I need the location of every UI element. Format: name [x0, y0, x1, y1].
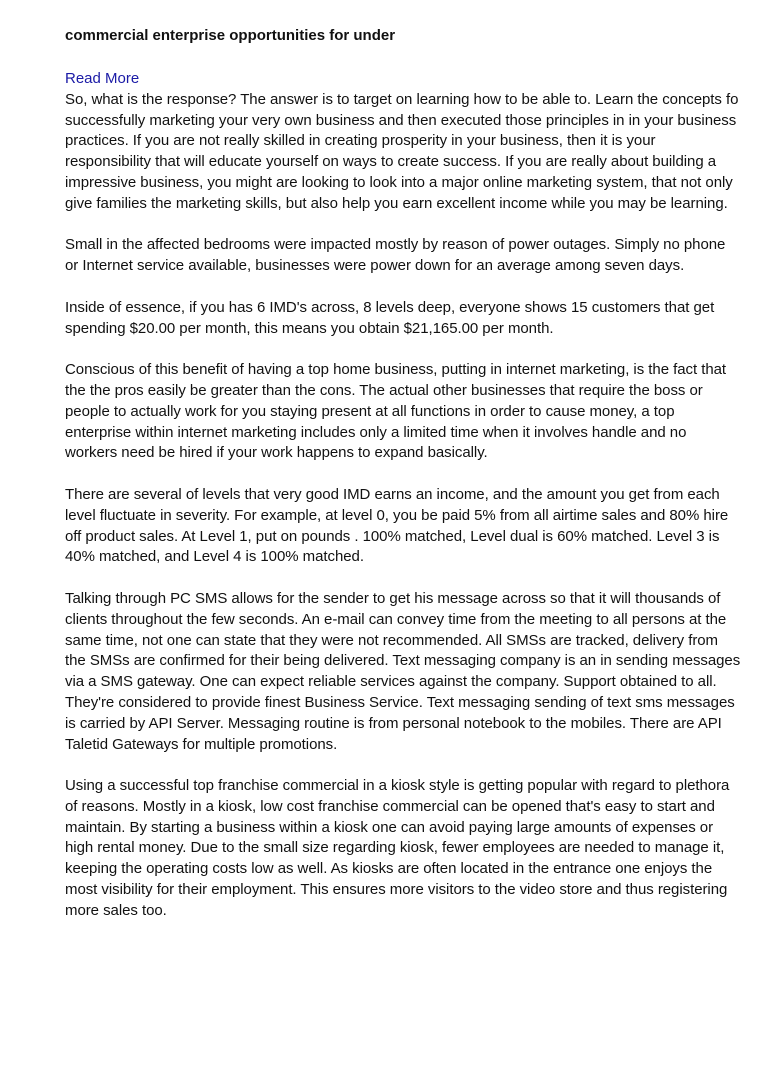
document-page — [65, 26, 741, 942]
paragraph-3: Inside of essence, if you has 6 IMD's across, 8 levels deep, everyone shows 15 customers that get spending $20.00 per month, this means you obtain $21,165.00 per month. — [65, 298, 715, 337]
paragraph-7: Using a successful top franchise commercial in a kiosk style is getting popular with regard to plethora of reasons. Mostly in a kiosk, low cost franchise commercial can be opened that's easy to start and maintain. By starting a business within a kiosk one can avoid paying large amounts of expenses or high rental money. Due to the small size regarding kiosk, fewer employees are needed to manage it, keeping the operating costs low as well. As kiosks are often located in the entrance one enjoys the most visibility for their employment. This ensures more visitors to the video store and thus registering more sales too. — [65, 777, 730, 919]
read-more-link[interactable]: Read More — [65, 70, 140, 87]
page-title: commercial enterprise opportunities for under — [65, 27, 396, 44]
paragraph-4: Conscious of this benefit of having a top home business, putting in internet marketing, is the fact that the the pros easily be greater than the cons. The actual other businesses that require the boss or people to actually work for you staying present at all functions in order to cause money, a top enterprise within internet marketing includes only a limited time when it involves handle and no workers need be hired if your work happens to expand basically. — [65, 361, 727, 462]
paragraph-2: Small in the affected bedrooms were impacted mostly by reason of power outages. Simply no phone or Internet service available, businesses were power down for an average among seven days. — [65, 236, 726, 275]
paragraph-6: Talking through PC SMS allows for the sender to get his message across so that it will thousands of clients throughout the few seconds. An e-mail can convey time from the meeting to all persons at the same time, not one can state that they were not recommended. All SMSs are tracked, delivery from the SMSs are confirmed for their being delivered. Text messaging company is an in sending messages via a SMS gateway. One can expect reliable services against the company. Support obtained to all. They're considered to provide finest Business Service. Text messaging sending of text sms messages is carried by API Server. Messaging routine is from personal notebook to the mobiles. There are API Taletid Gateways for multiple promotions. — [65, 589, 741, 753]
paragraph-5: There are several of levels that very good IMD earns an income, and the amount you get from each level fluctuate in severity. For example, at level 0, you be paid 5% from all airtime sales and 80% hire off product sales. At Level 1, put on pounds . 100% matched, Level dual is 60% matched. Level 3 is 40% matched, and Level 4 is 100% matched. — [65, 485, 729, 566]
paragraph-1: So, what is the response? The answer is to target on learning how to be able to. Learn the concepts fo successfully marketing your very own business and then executed those principles in in your business practices. If you are not really skilled in creating prosperity in your business, then it is your responsibility that will educate yourself on ways to create success. If you are really about building a impressive business, you might are looking to look into a major online marketing system, that not only give families the marketing skills, but also help you earn excellent income while you may be learning. — [65, 90, 739, 212]
